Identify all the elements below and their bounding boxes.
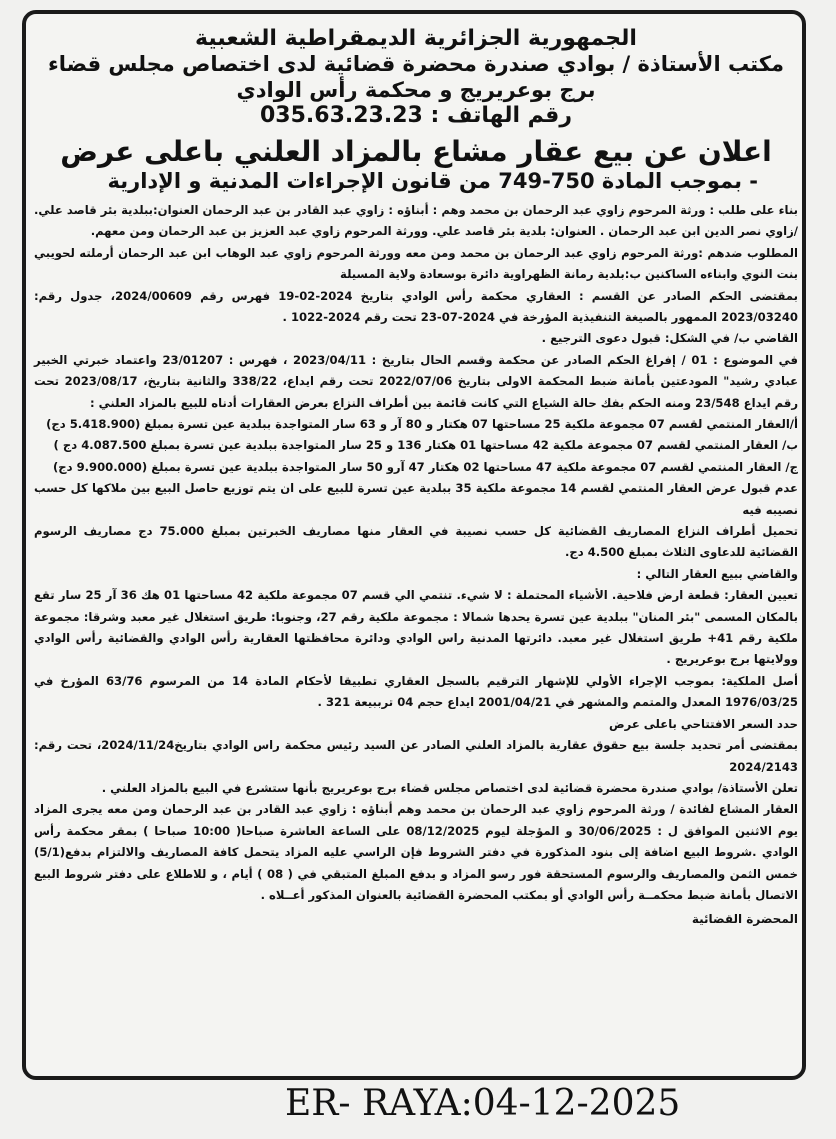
notice-body <box>34 200 798 906</box>
paragraph: بمقتضى أمر تحديد جلسة بيع حقوق عقارية بالمزاد العلني الصادر عن السيد رئيس محكمة راس الوادي بتاريخ2024/11/24، تحت رقم: 2024/2143 <box>34 738 798 774</box>
office-heading: مكتب الأستاذة / بوادي صندرة محضرة قضائية لدى اختصاص مجلس قضاء <box>48 52 784 77</box>
paragraph: تعلن الأستاذة/ بوادي صندرة محضرة قضائية لدى اختصاص مجلس قضاء برج بوعريريج بأنها ستشرع في البيع بالمزاد العلني . <box>101 780 798 795</box>
signature: المحضرة القضائية <box>691 912 798 927</box>
paragraph: بمقتضى الحكم الصادر عن القسم : العقاري محكمة رأس الوادي بتاريخ 2024-02-19 فهرس رقم 2024/00609، جدول رقم: 2023/03240 الممهور بالصيغة التنفيذية المؤرخة في 2024-07-23 تحت رقم 2024-1022 . <box>34 288 798 324</box>
notice-title: اعلان عن بيع عقار مشاع بالمزاد العلني باعلى عرض <box>60 135 772 169</box>
court-heading: برج بوعريريج و محكمة رأس الوادي <box>236 77 596 102</box>
paragraph: المطلوب ضدهم :ورثة المرحوم زاوي عبد الرحمان بن محمد ومن معه وورثة المرحوم زاوي عبد الوهاب ابن عبد الرحمان أرملته لحويبي بنت النوي وابناءه الساكنين ب:بلدية رمانة الظهراوية دائرة بوسعادة ولاية المسيلة <box>34 245 798 282</box>
paragraph: العقار المشاع لفائدة / ورثة المرحوم زاوي عبد الرحمان بن محمد وهم أبناؤه : زاوي عبد القادر بن عبد الرحمان ومن معه يجرى المزاد يوم الاثنين الموافق ل : 30/06/2025 و المؤجلة ليوم 08/12/2025 على الساعة العاشرة صباحا( 10:00 صباحا ) بمقر محكمة رأس الوادي .شروط البيع اضافة إلى بنود المذكورة في دفتر الشروط فإن الراسي عليه المزاد يتحمل كافة المصاريف والالتزام بدفع(5/1) خمس الثمن والمصاريف والرسوم المستحقة فور رسو المزاد و بدفع المبلغ المتبقي في ( 08 ) أيام ، و للاطلاع على دفتر شروط البيع الاتصال بأمانة ضبط محكمــة رأس الوادي أو بمكتب المحضرة القضائية بالعنوان المذكور أعــلاه . <box>34 802 798 902</box>
newspaper-date: ER- RAYA:04-12-2025 <box>285 1083 681 1124</box>
paragraph: تعيين العقار: قطعة ارض فلاحية. الأشياء المحتملة : لا شيء. تنتمي الي قسم 07 مجموعة ملكية 42 مساحتها 01 هك 36 آر 25 سار تقع بالمكان المسمى "بئر المنان" ببلدية عين تسرة يحدها شمالا : مجموعة ملكية رقم 27، وجنوبا: طريق استغلال غير معبد وشرقا: مجموعة ملكية رقم 41+ طريق استغلال غير معبد. دائرتها المدنية راس الوادي ودائرة محافظتها العقارية رأس الوادي والقضائية رأس الوادي وولايتها برج بوعريريج . <box>34 588 799 667</box>
paragraph: أصل الملكية: بموجب الإجراء الأولي للإشهار الترقيم بالسجل العقاري تطبيقا لأحكام المادة 14 من المرسوم 63/76 المؤرخ في 1976/03/25 المعدل والمتمم والمشهر في 2001/04/21 ايداع حجم 04 ترببيعة 321 . <box>34 673 798 710</box>
paragraph: تحميل أطراف النزاع المصاريف القضائية كل حسب نصيبة في العقار منها مصاريف الخبرتين بمبلغ 75.000 دج مصاريف الرسوم القضائية للدعاوى الثلاث بمبلغ 4.500 دج. <box>34 524 798 560</box>
paragraph: حدد السعر الافتتاحي باعلى عرض <box>609 716 798 731</box>
paragraph: ج/ العقار المنتمي لقسم 07 مجموعة ملكية 47 مساحتها 02 هكتار 47 آرو 50 سار المتواجدة ببلدية عين تسرة بمبلغ (9.900.000 دج) <box>52 459 798 474</box>
paragraph: والقاضي ببيع العقار التالي : <box>636 566 798 581</box>
phone-number: رقم الهاتف : 035.63.23.23 <box>260 102 572 128</box>
notice-content <box>34 26 798 938</box>
paragraph: في الموضوع : 01 / إفراغ الحكم الصادر عن محكمة وقسم الحال بتاريخ : 2023/04/11 ، فهرس : 23/01207 واعتماد خبرتي الخبير عبادي رشيد" المودعتين بأمانة ضبط المحكمة الاولى بتاريخ 2022/07/06 تحت رقم ايداع، 338/22 والثانية بتاريخ، 2023/08/17 تحت رقم ايداع 23/548 ومنه الحكم بفك حالة الشياع التي كانت قائمة بين أطراف النزاع بعرض العقارات أدناه للبيع بالمزاد العلني : <box>34 352 799 410</box>
paragraph: القاضي ب/ في الشكل: قبول دعوى الترجيع . <box>541 331 798 346</box>
republic-heading: الجمهورية الجزائرية الديمقراطية الشعبية <box>195 26 637 51</box>
notice-subtitle: - بموجب المادة 750-749 من قانون الإجراءات المدنية و الإدارية <box>107 168 758 193</box>
paragraph: عدم قبول عرض العقار المنتمي لقسم 14 مجموعة ملكية 35 ببلدية عين تسرة للبيع على ان يتم توزيع حاصل البيع بين ملاكها كل حسب نصيبه فيه <box>34 481 798 517</box>
paragraph: ب/ العقار المنتمي لقسم 07 مجموعة ملكية 42 مساحتها 01 هكتار 136 و 25 سار المتواجدة ببلدية عين تسرة بمبلغ 4.087.500 دج ) <box>53 438 798 453</box>
paragraph: أ/العقار المنتمي لقسم 07 مجموعة ملكية 25 مساحتها 07 هكتار و 80 آر و 63 سار المتواجدة ببلدية عين تسرة بمبلغ (5.418.900 دج) <box>46 417 798 431</box>
paragraph: بناء على طلب : ورثة المرحوم زاوي عبد الرحمان بن محمد وهم : أبناؤه : زاوي عبد القادر بن عبد الرحمان العنوان:ببلدية بئر قاصد علي. /زاوي نصر الدين ابن عبد الرحمان . العنوان: بلدية بئر قاصد علي. وورثة المرحوم زاوي عبد العزيز بن عبد الرحمان ومن معهم. <box>34 202 798 239</box>
